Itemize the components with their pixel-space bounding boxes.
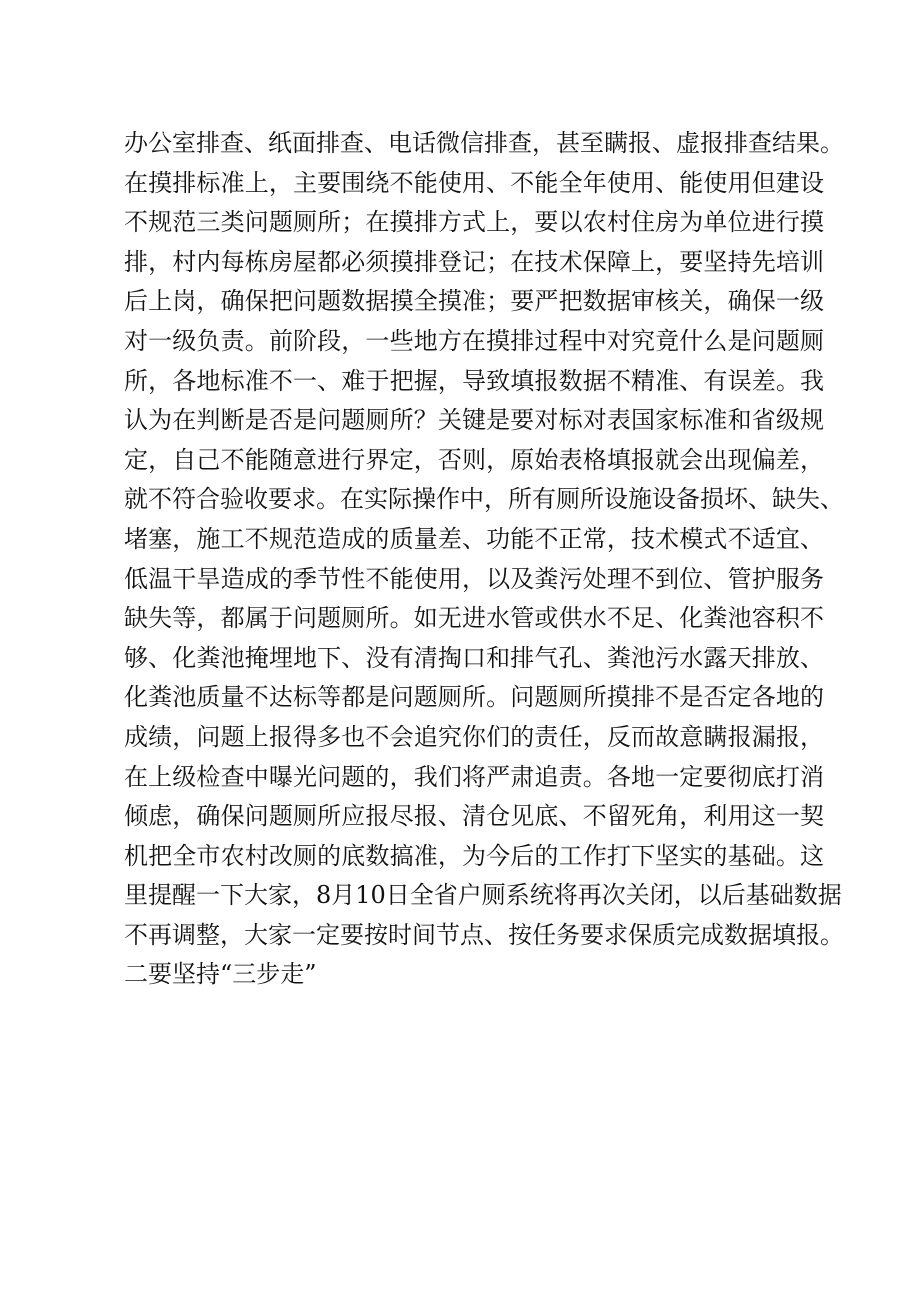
text-line-8: 认为在判断是否是问题厕所？关键是要对标对表国家标准和省级规	[124, 406, 824, 435]
text-line-1: 办公室排查、纸面排查、电话微信排查，甚至瞒报、虚报排查结果。	[124, 129, 844, 157]
text-line-7: 所，各地标准不一、难于把握，导致填报数据不精准、有误差。我	[124, 366, 824, 395]
section-heading-line: 二要坚持“三步走”	[124, 960, 317, 989]
text-line-3: 不规范三类问题厕所；在摸排方式上，要以农村住房为单位进行摸	[124, 208, 824, 237]
text-line-12: 低温干旱造成的季节性不能使用，以及粪污处理不到位、管护服务	[124, 564, 824, 593]
text-line-14: 够、化粪池掩埋地下、没有清掏口和排气孔、粪池污水露天排放、	[124, 643, 824, 672]
text-line-13: 缺失等，都属于问题厕所。如无进水管或供水不足、化粪池容积不	[124, 604, 824, 633]
text-line-5: 后上岗，确保把问题数据摸全摸准；要严把数据审核关，确保一级	[124, 287, 824, 316]
text-line-2: 在摸排标准上，主要围绕不能使用、不能全年使用、能使用但建设	[124, 168, 824, 197]
text-line-20: 里提醒一下大家，8月10日全省户厕系统将再次关闭，以后基础数据	[124, 881, 842, 910]
text-line-21: 不再调整，大家一定要按时间节点、按任务要求保质完成数据填报。	[124, 920, 844, 949]
text-line-17: 在上级检查中曝光问题的，我们将严肃追责。各地一定要彻底打消	[124, 762, 824, 791]
text-line-10: 就不符合验收要求。在实际操作中，所有厕所设施设备损坏、缺失、	[124, 485, 844, 514]
text-line-9: 定，自己不能随意进行界定，否则，原始表格填报就会出现偏差，	[124, 445, 824, 474]
text-line-18: 倾虑，确保问题厕所应报尽报、清仓见底、不留死角，利用这一契	[124, 802, 824, 831]
text-line-16: 成绩，问题上报得多也不会追究你们的责任，反而故意瞒报漏报，	[124, 722, 824, 751]
text-line-6: 对一级负责。前阶段，一些地方在摸排过程中对究竟什么是问题厕	[124, 326, 824, 355]
text-line-19: 机把全市农村改厕的底数搞准，为今后的工作打下坚实的基础。这	[124, 841, 824, 870]
text-line-15: 化粪池质量不达标等都是问题厕所。问题厕所摸排不是否定各地的	[124, 683, 824, 712]
text-line-4: 排，村内每栋房屋都必须摸排登记；在技术保障上，要坚持先培训	[124, 247, 824, 276]
body-text	[124, 124, 844, 995]
text-line-11: 堵塞，施工不规范造成的质量差、功能不正常，技术模式不适宜、	[124, 524, 824, 553]
